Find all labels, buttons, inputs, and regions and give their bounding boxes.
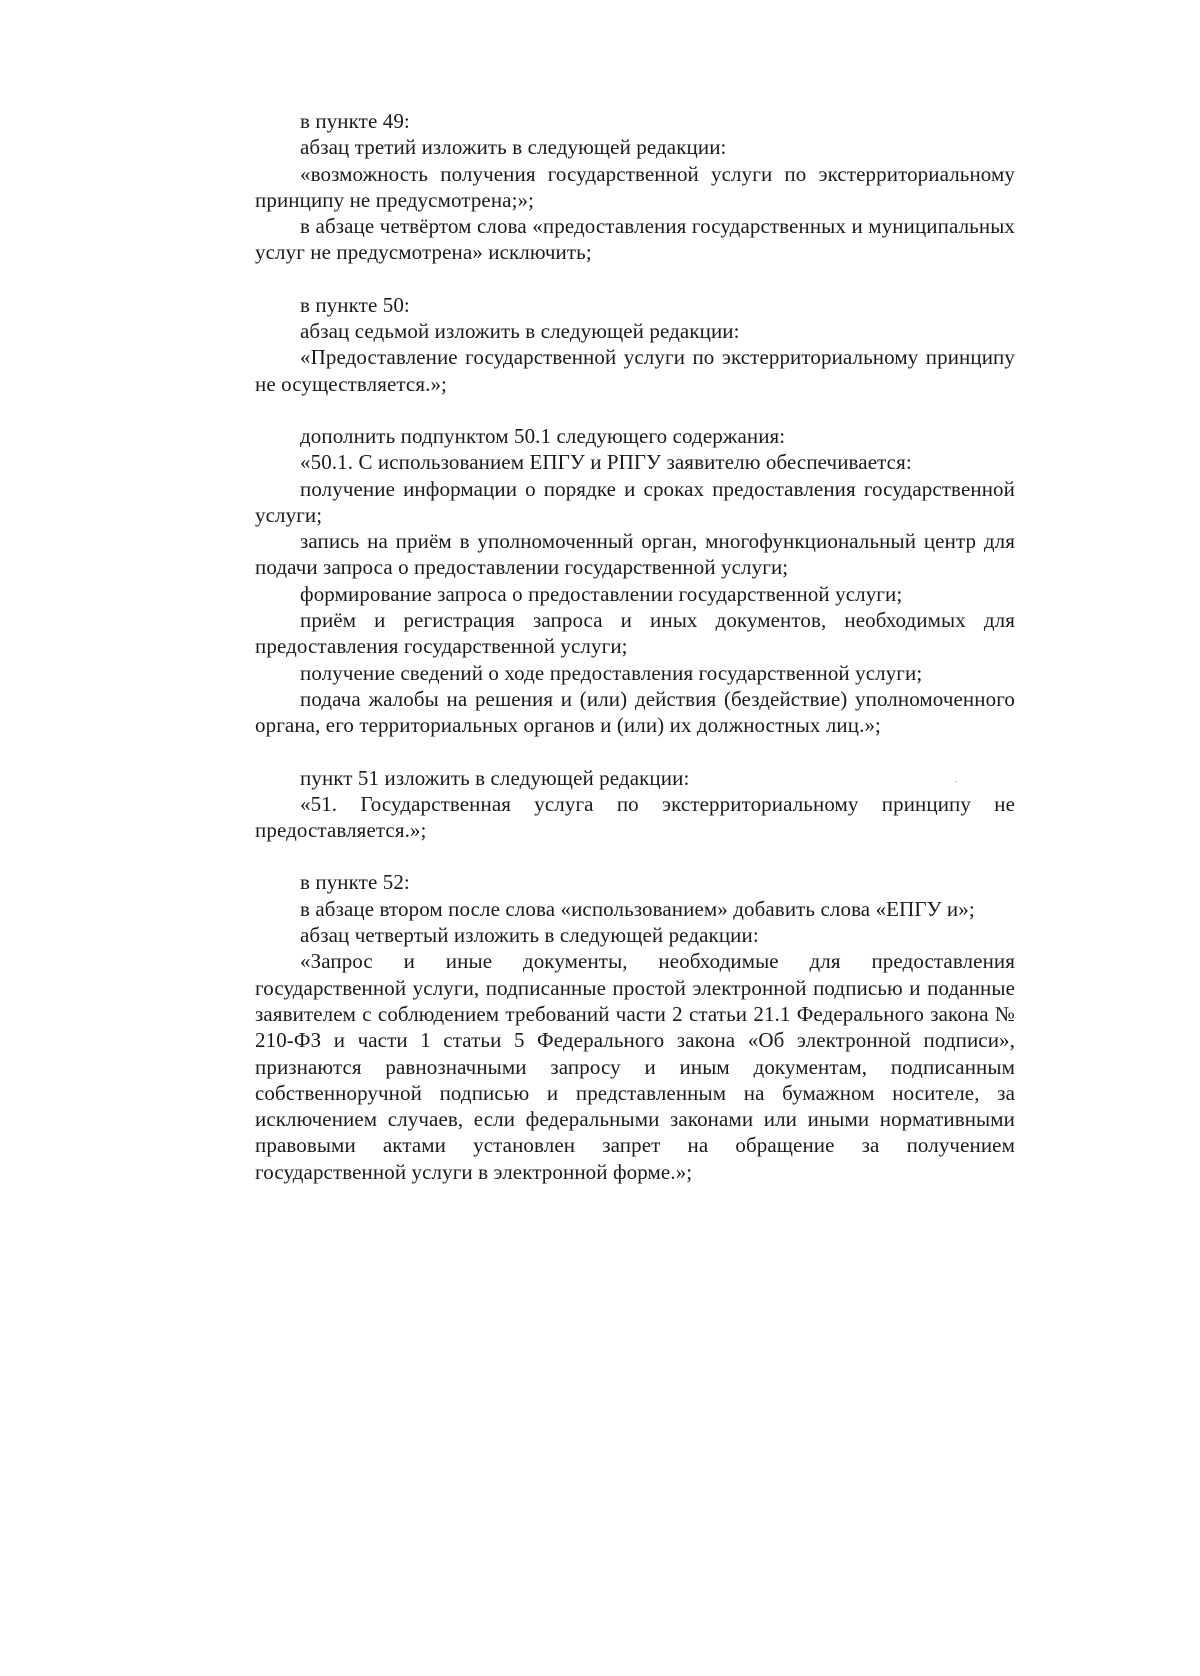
paragraph: получение информации о порядке и сроках предоставления государственной услуги;	[255, 476, 1015, 527]
paragraph: абзац четвертый изложить в следующей редакции:	[300, 923, 759, 948]
section-item-51	[255, 765, 1015, 844]
paragraph: в пункте 50:	[300, 292, 410, 317]
paragraph: пункт 51 изложить в следующей редакции:	[300, 765, 690, 790]
paragraph: приём и регистрация запроса и иных документов, необходимых для предоставления государственной услуги;	[255, 608, 1015, 659]
section-item-52	[255, 869, 1015, 1185]
paragraph: формирование запроса о предоставлении государственной услуги;	[300, 581, 903, 606]
paragraph: «возможность получения государственной услуги по экстерриториальному принципу не предусмотрена;»;	[255, 161, 1015, 212]
section-item-50	[255, 292, 1015, 397]
paragraph: в абзаце втором после слова «использованием» добавить слова «ЕПГУ и»;	[300, 896, 975, 921]
paragraph: абзац третий изложить в следующей редакции:	[300, 135, 727, 160]
section-subitem-50-1	[255, 423, 1015, 739]
paragraph: абзац седьмой изложить в следующей редакции:	[300, 319, 740, 344]
paragraph: «Предоставление государственной услуги по экстерриториальному принципу не осуществляется.»;	[255, 345, 1015, 396]
document-body	[255, 108, 1015, 1185]
paragraph: получение сведений о ходе предоставления государственной услуги;	[300, 660, 923, 685]
paragraph: «Запрос и иные документы, необходимые для предоставления государственной услуги, подписанные простой электронной подписью и поданные заявителем с соблюдением требований части 2 статьи 21.1 Федерального закона № 210-ФЗ и части 1 статьи 5 Федерального закона «Об электронной подписи», признаются равнозначными запросу и иным документам, подписанным собственноручной подписью и представленным на бумажном носителе, за исключением случаев, если федеральными законами или иными нормативными правовыми актами установлен запрет на обращение за получением государственной услуги в электронной форме.»;	[255, 949, 1015, 1184]
paragraph: в пункте 52:	[300, 870, 410, 895]
paragraph: в абзаце четвёртом слова «предоставления государственных и муниципальных услуг не предусмотрена» исключить;	[255, 214, 1015, 265]
paragraph: «50.1. С использованием ЕПГУ и РПГУ заявителю обеспечивается:	[300, 450, 912, 475]
paragraph: в пункте 49:	[300, 109, 410, 133]
section-item-49	[255, 108, 1015, 266]
paragraph: подача жалобы на решения и (или) действия (бездействие) уполномоченного органа, его территориальных органов и (или) их должностных лиц.»;	[255, 686, 1015, 738]
paragraph: запись на приём в уполномоченный орган, многофункциональный центр для подачи запроса о предоставлении государственной услуги;	[255, 529, 1015, 580]
scan-speck	[955, 781, 957, 782]
paragraph: дополнить подпунктом 50.1 следующего содержания:	[300, 423, 786, 448]
paragraph: «51. Государственная услуга по экстерриториальному принципу не предоставляется.»;	[255, 791, 1015, 843]
